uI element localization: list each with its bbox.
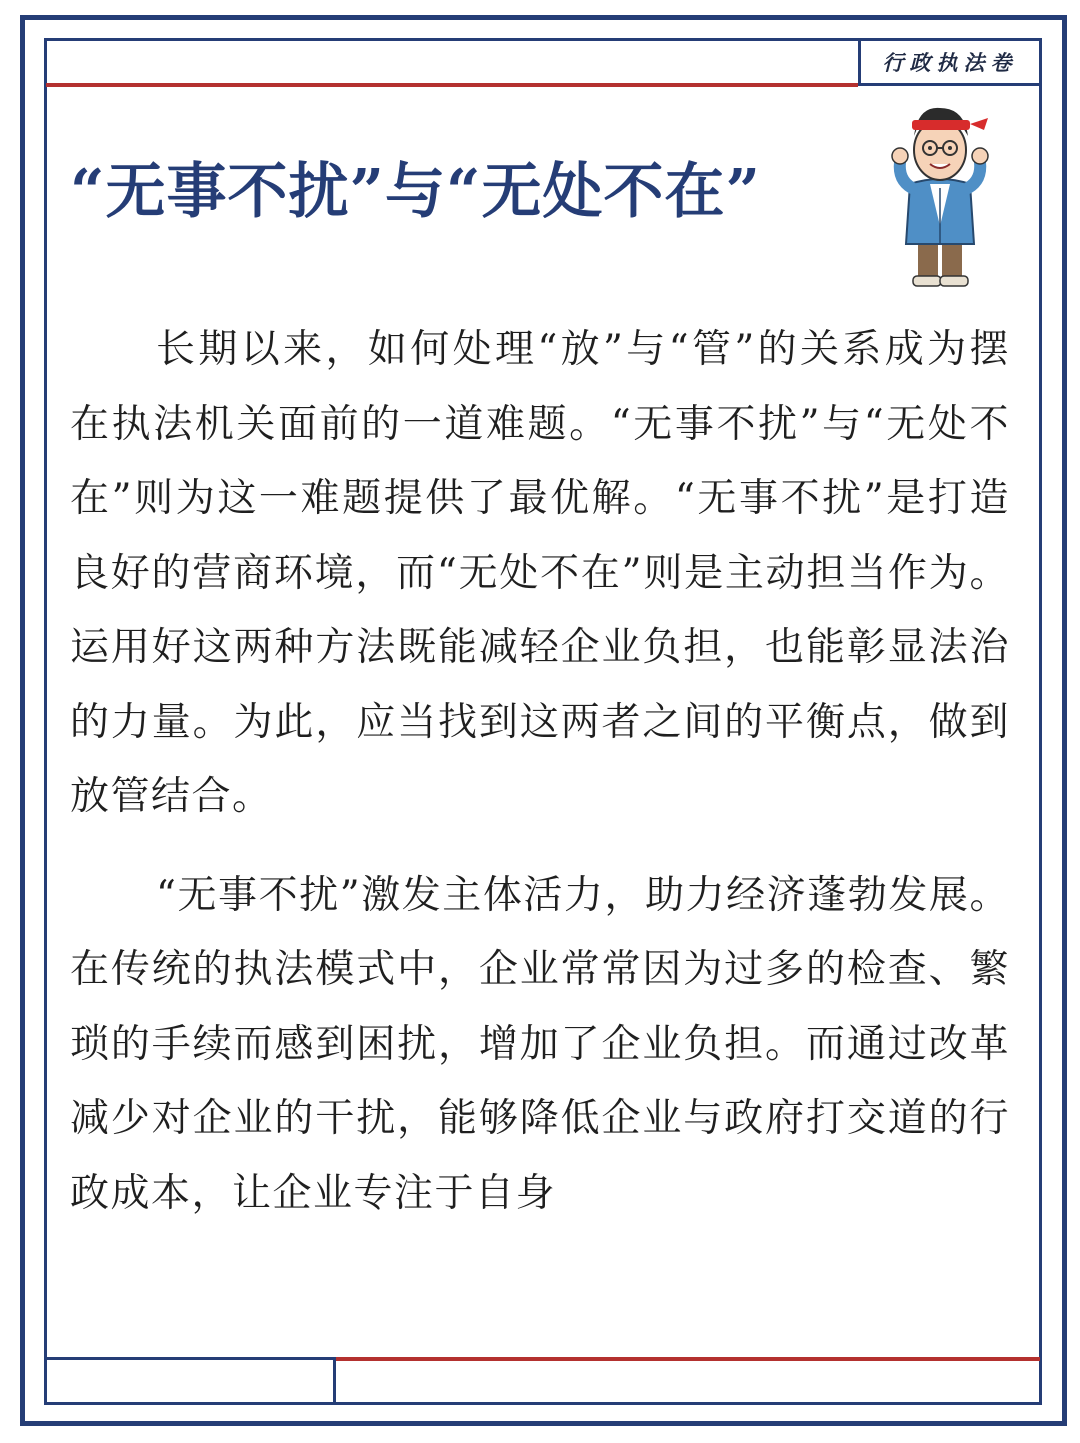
page-title: “无事不扰”与“无处不在” — [70, 157, 762, 227]
top-red-rule — [46, 83, 858, 87]
section-tag: 行政执法卷 — [858, 40, 1039, 84]
article-body — [70, 313, 1010, 1255]
bottom-divider — [333, 1357, 336, 1403]
top-navy-rule — [858, 83, 1040, 86]
bottom-red-rule — [336, 1357, 1040, 1361]
paragraph-1: 长期以来，如何处理“放”与“管”的关系成为摆在执法机关面前的一道难题。“无事不扰”与“无处不在”则为这一难题提供了最优解。“无事不扰”是打造良好的营商环境，而“无处不在”则是主动担当作为。运用好这两种方法既能减轻企业负担，也能彰显法治的力量。为此，应当找到这两者之间的平衡点，做到放管结合。 — [70, 327, 1010, 819]
cartoon-man-headband-icon — [888, 96, 992, 292]
bottom-navy-rule — [46, 1357, 336, 1360]
paragraph-2: “无事不扰”激发主体活力，助力经济蓬勃发展。在传统的执法模式中，企业常常因为过多的检查、繁琐的手续而感到困扰，增加了企业负担。而通过改革减少对企业的干扰，能够降低企业与政府打交道的行政成本，让企业专注于自身 — [70, 872, 1010, 1216]
